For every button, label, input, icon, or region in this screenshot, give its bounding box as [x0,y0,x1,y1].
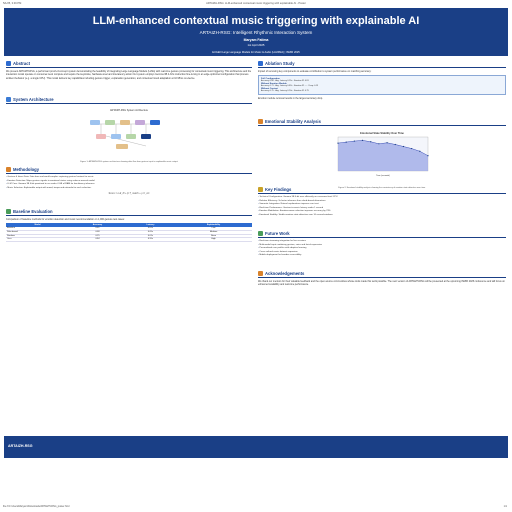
gear-icon [6,167,11,172]
diagram-node [120,120,130,125]
data-point [346,142,347,143]
list-item: • Emotional Stability: Stable emotion state detection over 10-second windows [258,214,506,218]
poster-title: LLM-enhanced contextual music triggering with explainable AI [92,15,420,27]
chart-title: Emotional State Stability Over Time [360,132,404,135]
diagram-node [116,144,128,149]
list-item: • Semantic Integration: Natural explanations improve user trust [258,203,506,207]
diagram-node [141,134,151,139]
conference-line: EUGEN Large Language Models for Music & Audio (LLM4MA) | ISMIR 2025 [212,51,300,54]
table-row [6,238,252,242]
section-title: Ablation Study [265,61,295,66]
diagram-node [111,134,121,139]
table-header: Accuracy [69,223,126,227]
author-name: Maryam Fatima [243,38,269,42]
section-title: Methodology [13,167,40,172]
list-item: • Multi-modal input combining gesture, voice and facial expression [258,244,506,248]
table-cell: 0.25 [69,234,126,238]
ablation-text: Impact of removing key components to evaluate contribution to system performance on matching accuracy: [258,70,372,73]
table-cell: Medium [175,230,252,234]
section-title: Emotional Stability Analysis [265,119,321,124]
data-point [386,142,387,143]
stability-chart [258,128,506,180]
poster-date: 1st April 2025 [247,43,265,47]
browser-bar [0,0,512,7]
list-item: • Emotion Modulation: Emotion-aware selection improves accuracy by 23% [258,210,506,214]
architecture-caption: Figure 1: ARTAIZH-RSG system architecture showing data flow from gesture input to explainable music output [80,161,178,163]
data-point [337,143,338,144]
future-section [258,230,506,258]
section-title: Baseline Evaluation [13,209,53,214]
page-number: 1/1 [503,505,507,508]
baseline-table [6,223,252,241]
section-title: Acknowledgements [265,271,305,276]
document-icon [6,61,11,66]
diagram-title: ARTAIZH-RSG System Architecture [110,109,148,112]
list-item: • Emotion Detection: Maps gesture signals to emotional states using valence-arousal model. [6,180,252,184]
table-cell: Rule-based [6,230,69,234]
methodology-list [6,176,252,190]
data-point [370,141,371,142]
list-item: • Mobile deployment for broader accessibility [258,254,506,258]
section-title: Future Work [265,231,290,236]
table-cell: Low [175,227,252,231]
data-point [427,155,428,156]
stability-section [258,118,506,189]
section-title: Key Findings [265,187,292,192]
stability-caption: Figure 2: Emotional stability analysis showing the consistency of emotion state detection over time. [338,187,426,189]
architecture-section [6,96,252,162]
baseline-section [6,208,252,242]
acknowledgements-section [258,270,506,287]
list-item: • Technical Configuration: Gemma 3B 4-bit runs efficiently on consumer-level CPU [258,196,506,200]
flask-icon [258,61,263,66]
ablation-box [258,75,506,95]
diagram-node [135,120,145,125]
architecture-diagram [6,106,252,154]
list-item: • Gesture & Intent Data: Data from real-world samples capturing gestural context for music. [6,176,252,180]
table-cell: 0.05s [126,230,175,234]
future-list [258,240,506,258]
findings-section [258,186,506,217]
data-point [403,146,404,147]
data-point [419,151,420,152]
browser-timestamp: 5/1/25, 3:46 PM [3,2,22,5]
browser-title: ARTAIZH-RSG: LLM-enhanced contextual music triggering with explainable AI - Poster [206,2,306,5]
section-title: Abstract [13,61,30,66]
list-item: • Cross-cultural music dataset expansion [258,251,506,255]
chart-icon [6,209,11,214]
data-point [354,140,355,141]
data-point [395,144,396,145]
data-point [411,148,412,149]
ablation-box-value: Accuracy 0.75 · Avg. Latency 0.90s · Emotion F1 0.79 [261,89,309,92]
ablation-box-title: Without Context [261,87,278,90]
table-header: Latency [126,223,175,227]
section-title: System Architecture [13,97,54,102]
poster-banner [4,8,508,56]
list-item: • Relative Efficiency: 3x faster inference than cloud-based alternatives [258,200,506,204]
ablation-box-value: Accuracy 0.84 · Avg. Latency 0.95s · Emotion F1 0.81 [261,79,309,82]
file-path: file:///C:/Users/Maryam/Downloads/ARTAIZH-RSG_poster.html [3,505,70,508]
table-header: Explainability [175,223,252,227]
table-cell: 0.02s [126,227,175,231]
scoring-formula: Score = α·E_fit + β·T_match + γ·C_ctx [108,192,150,195]
list-item: • Real-time streaming integration for live sessions [258,240,506,244]
list-item: • Real-time Performance: Gesture-to-music latency under 1 second [258,207,506,211]
key-icon [258,187,263,192]
methodology-section [6,166,252,195]
table-header: Model [6,223,69,227]
handshake-icon [258,271,263,276]
data-point [378,143,379,144]
x-axis-label: Time (seconds) [376,175,390,177]
baseline-text: Comparison of baseline methods for emotion detection and music recommendation on 1,000 gesture test cases: [6,218,125,221]
abstract-text: We present ARTAIZH-RSG, a performant proof-of-concept system demonstrating the feasibility of integrating Large Language Models (LLMs) with real-time gesture processing for contextual music triggering. This architecture and the interaction model operate on consumer-level compute and require the keystroke, hardware-level and low-latency action.Our system employs Gemma 3B 4-bit's instruction fine-tuning in an edge-optimized configuration that process ambient behavior (e.g. a single CPU). This model delivers key capabilities including gesture trigger, explanation generation, and contextual mood adaptation at 10.95ms on-device. [6,70,252,80]
findings-list [258,196,506,217]
table-cell: High [175,238,252,242]
status-bar [0,502,512,510]
list-item: • Music Selection: Explainable output with mood, tempo and rationale for each selection. [6,187,252,191]
ablation-box-title: Full Configuration [261,77,280,80]
acknowledgements-text: We thank our mentors for their valuable feedback and the open-source communities whose tools made this work possible. The next version of ARTAIZH-RSG will be presented at the upcoming ISMIR 2025 conference and will focus on enhanced scalability and real-time performance. [258,280,505,287]
rocket-icon [258,231,263,236]
footer-label: ARTAIZH-RSG [8,444,33,448]
ablation-box-title: Without Emotion Module [261,82,287,85]
diagram-node [105,120,115,125]
table-cell: 0.95s [126,238,175,242]
table-cell: Ours [6,238,69,242]
list-item: • Personalized user profiles with adaptive learning [258,247,506,251]
abstract-section [6,60,252,80]
table-cell: None [175,234,252,238]
list-item: • LLM Core: Gemma 3B 4-bit quantized to run under 4 GB of RAM for low-latency inference. [6,183,252,187]
diagram-node [150,120,160,125]
table-cell: 0.68 [69,230,126,234]
table-cell: 0.84 [69,238,126,242]
diagram-node [96,134,106,139]
ablation-box-value: Accuracy 0.71 · Avg. Latency 0.82s · Emotion F1 — · Drop -0.13 [261,84,319,87]
table-cell: 0.01s [126,234,175,238]
table-cell: Random [6,234,69,238]
diagram-node [126,134,136,139]
table-cell: Baseline [6,227,69,231]
ablation-section [258,60,506,101]
diagram-node [90,120,100,125]
ablation-note: Emotion module removal results in the largest accuracy drop. [258,97,323,101]
poster-subtitle: ARTAIZH-RSG: Intelligent Rhythmic Interaction System [199,30,313,35]
table-cell: 0.61 [69,227,126,231]
poster-footer [4,436,508,458]
data-point [362,140,363,141]
chart-icon [258,119,263,124]
diagram-icon [6,97,11,102]
